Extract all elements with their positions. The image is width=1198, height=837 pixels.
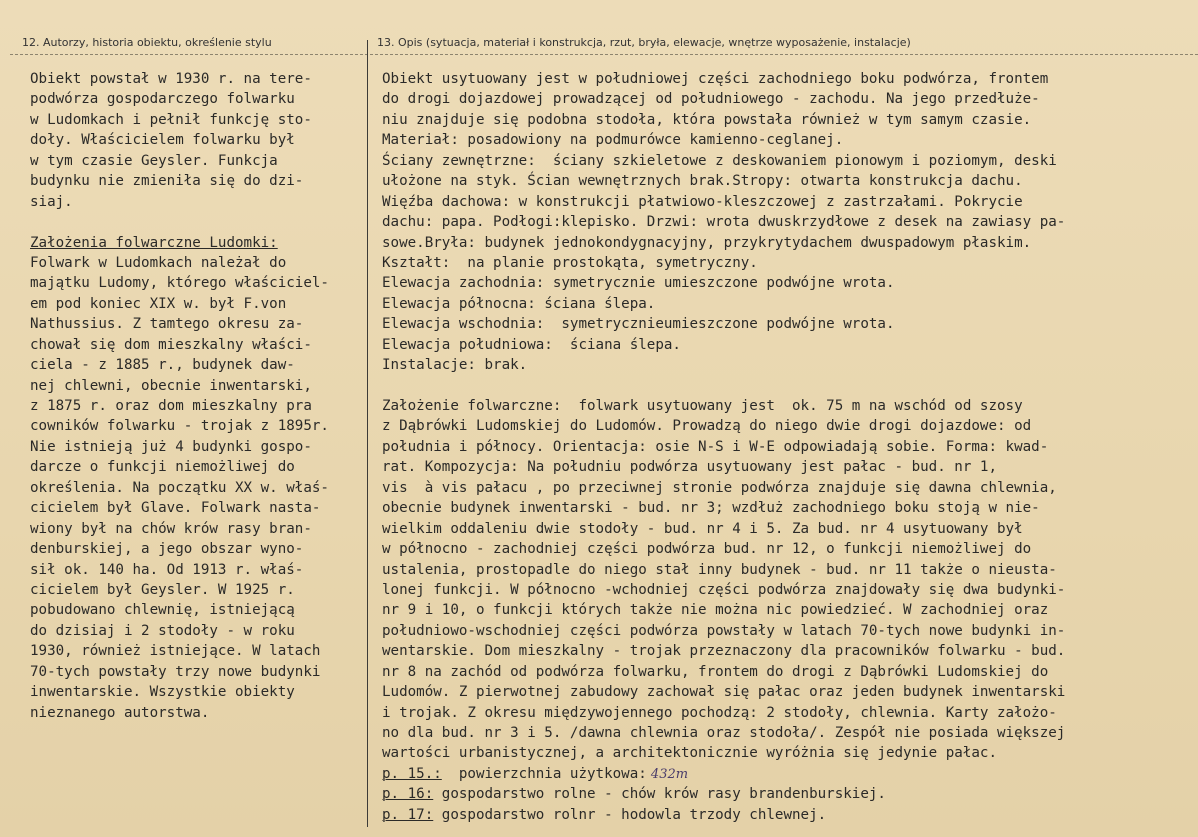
history-line: chował się dom mieszkalny właści- bbox=[30, 336, 312, 353]
description-line: Ludomów. Z pierwotnej zabudowy zachował się pałac oraz jeden budynek inwentarski bbox=[382, 684, 1066, 701]
description-line: południowo-wschodniej części podwórza powstały w latach 70-tych nowe budynki in- bbox=[382, 622, 1066, 639]
description-line: Instalacje: brak. bbox=[382, 357, 528, 374]
description-line: sowe.Bryła: budynek jednokondygnacyjny, przykrytydachem dwuspadowym płaskim. bbox=[382, 234, 1032, 251]
history-line: podwórza gospodarczego folwarku bbox=[30, 91, 295, 108]
description-line: Ściany zewnętrzne: ściany szkieletowe z deskowaniem pionowym i poziomym, deski bbox=[382, 152, 1057, 169]
history-line: Obiekt powstał w 1930 r. na tere- bbox=[30, 71, 312, 87]
description-line: rat. Kompozycja: Na południu podwórza usytuowany jest pałac - bud. nr 1, bbox=[382, 459, 997, 476]
description-line: z Dąbrówki Ludomskiej do Ludomów. Prowadzą do niego dwie drogi dojazdowe: od bbox=[382, 418, 1032, 435]
description-line: Założenie folwarczne: folwark usytuowany jest ok. 75 m na wschód od szosy bbox=[382, 398, 1023, 414]
history-line bbox=[30, 212, 365, 232]
field-value: gospodarstwo rolne - chów krów rasy brandenburskiej. bbox=[433, 786, 886, 803]
description-line: wentarskie. Dom mieszkalny - trojak przeznaczony dla pracowników folwarku - bud. bbox=[382, 643, 1066, 660]
column-divider bbox=[367, 40, 368, 827]
description-line: w północno - zachodniej części podwórza bud. nr 12, o funkcji niemożliwej do bbox=[382, 541, 1032, 558]
description-line: dachu: papa. Podłogi:klepisko. Drzwi: wrota dwuskrzydłowe z desek na zawiasy pa- bbox=[382, 214, 1066, 231]
history-line: sił ok. 140 ha. Od 1913 r. właś- bbox=[30, 561, 304, 578]
description-line: nr 9 i 10, o funkcji których także nie można nic powiedzieć. W zachodniej oraz bbox=[382, 602, 1049, 619]
handwritten-value: 432m bbox=[646, 766, 689, 782]
field-label: p. 17: bbox=[382, 806, 434, 823]
history-line: 1930, również istniejące. W latach bbox=[30, 643, 321, 660]
history-line: wiony był na chów krów rasy bran- bbox=[30, 520, 312, 537]
history-line: cicielem był Geysler. W 1925 r. bbox=[30, 581, 295, 598]
history-line: nej chlewni, obecnie inwentarski, bbox=[30, 377, 312, 394]
history-line: cowników folwarku - trojak z 1895r. bbox=[30, 418, 329, 435]
history-line: z 1875 r. oraz dom mieszkalny pra bbox=[30, 398, 312, 414]
history-line: w Ludomkach i pełnił funkcję sto- bbox=[30, 111, 312, 128]
description-line: niu znajduje się podobna stodoła, która powstała również w tym samym czasie. bbox=[382, 111, 1032, 128]
description-line: Materiał: posadowiony na podmurówce kamienno-ceglanej. bbox=[382, 132, 844, 149]
description-line: no dla bud. nr 3 i 5. /dawna chlewnia oraz stodoła/. Zespół nie posiada większej bbox=[382, 725, 1066, 741]
history-line: denburskiej, a jego obszar wyno- bbox=[30, 541, 304, 558]
description-line: Więźba dachowa: w konstrukcji płatwiowo-kleszczowej z zastrzałami. Pokrycie bbox=[382, 193, 1023, 210]
description-line: obecnie budynek inwentarski - bud. nr 3; wzdłuż zachodniego boku stoją w nie- bbox=[382, 500, 1040, 517]
history-line: w tym czasie Geysler. Funkcja bbox=[30, 152, 278, 169]
history-column bbox=[30, 69, 365, 723]
section-13-header: 13. Opis (sytuacja, materiał i konstrukcja, rzut, bryła, elewacje, wnętrze wyposażenie, instalacje) bbox=[377, 36, 911, 49]
history-line: doły. Właścicielem folwarku był bbox=[30, 132, 295, 149]
history-line: pobudowano chlewnię, istniejącą bbox=[30, 602, 295, 619]
section-12-header: 12. Autorzy, historia obiektu, określenie stylu bbox=[22, 36, 272, 49]
description-line: vis à vis pałacu , po przeciwnej stronie podwórza znajduje się dawna chlewnia, bbox=[382, 479, 1057, 496]
description-line: Elewacja zachodnia: symetrycznie umieszczone podwójne wrota. bbox=[382, 275, 895, 292]
header-rule bbox=[10, 54, 1198, 55]
history-line: nieznanego autorstwa. bbox=[30, 704, 210, 721]
history-line: darcze o funkcji niemożliwej do bbox=[30, 459, 295, 476]
field-value: gospodarstwo rolnr - hodowla trzody chlewnej. bbox=[433, 806, 827, 823]
field-label: p. 16: bbox=[382, 786, 434, 803]
history-line: budynku nie zmieniła się do dzi- bbox=[30, 173, 304, 190]
history-line: majątku Ludomy, którego właściciel- bbox=[30, 275, 329, 292]
description-line: i trojak. Z okresu międzywojennego pochodzą: 2 stodoły, chlewnia. Karty założo- bbox=[382, 704, 1057, 721]
history-line: Założenia folwarczne Ludomki: bbox=[30, 234, 278, 251]
history-line: Nathussius. Z tamtego okresu za- bbox=[30, 316, 304, 333]
description-column bbox=[382, 69, 1194, 825]
description-line: południa i północy. Orientacja: osie N-S i W-E odpowiadają sobie. Forma: kwad- bbox=[382, 438, 1049, 455]
history-line: siaj. bbox=[30, 193, 73, 210]
history-line: ciela - z 1885 r., budynek daw- bbox=[30, 357, 295, 374]
history-line: 70-tych powstały trzy nowe budynki bbox=[30, 663, 321, 680]
history-line: inwentarskie. Wszystkie obiekty bbox=[30, 684, 295, 701]
field-label: p. 15.: bbox=[382, 765, 442, 782]
history-line: Nie istnieją już 4 budynki gospo- bbox=[30, 438, 312, 455]
description-line: do drogi dojazdowej prowadzącej od południowego - zachodu. Na jego przedłuże- bbox=[382, 91, 1040, 108]
description-line: ustalenia, prostopadle do niego stał inny budynek - bud. nr 11 także o nieusta- bbox=[382, 561, 1057, 578]
description-line: nr 8 na zachód od podwórza folwarku, frontem do drogi z Dąbrówki Ludomskiej do bbox=[382, 663, 1049, 680]
history-line: cicielem był Glave. Folwark nasta- bbox=[30, 500, 321, 517]
description-line: wielkim oddaleniu dwie stodoły - bud. nr 4 i 5. Za bud. nr 4 usytuowany był bbox=[382, 520, 1023, 537]
field-value: powierzchnia użytkowa: bbox=[441, 765, 647, 782]
field-line bbox=[382, 784, 1194, 804]
history-line: określenia. Na początku XX w. właś- bbox=[30, 479, 329, 496]
description-line: Elewacja południowa: ściana ślepa. bbox=[382, 336, 681, 353]
history-line: do dzisiaj i 2 stodoły - w roku bbox=[30, 622, 295, 639]
description-line: ułożone na styk. Ścian wewnętrznych brak.Stropy: otwarta konstrukcja dachu. bbox=[382, 173, 1023, 190]
description-line: wartości urbanistycznej, a architektonicznie wyróżnia się jedynie pałac. bbox=[382, 745, 997, 762]
description-line: lonej funkcji. W północno -wchodniej części podwórza znajdowały się dwa budynki- bbox=[382, 581, 1066, 598]
description-line: Elewacja wschodnia: symetrycznieumieszczone podwójne wrota. bbox=[382, 316, 895, 333]
history-line: em pod koniec XIX w. był F.von bbox=[30, 295, 287, 312]
description-line bbox=[382, 376, 1194, 396]
description-line: Kształt: na planie prostokąta, symetryczny. bbox=[382, 254, 758, 271]
description-line: Elewacja północna: ściana ślepa. bbox=[382, 295, 656, 312]
description-line: Obiekt usytuowany jest w południowej części zachodniego boku podwórza, frontem bbox=[382, 71, 1049, 87]
history-line: Folwark w Ludomkach należał do bbox=[30, 254, 287, 271]
field-line bbox=[382, 764, 1194, 784]
field-line bbox=[382, 805, 1194, 825]
